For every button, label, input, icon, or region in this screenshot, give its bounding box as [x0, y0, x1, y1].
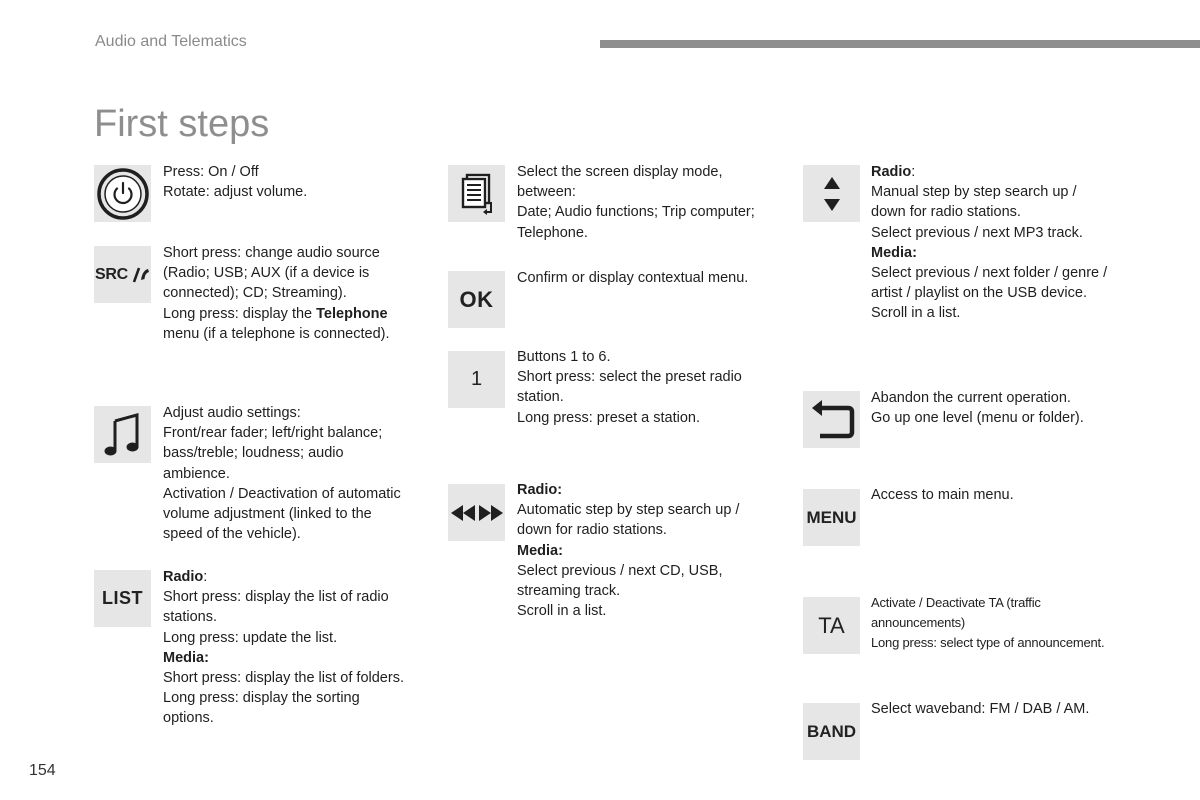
text-line: artist / playlist on the USB device.	[871, 285, 1087, 302]
text-line: Short press: display the list of folders.	[163, 670, 404, 687]
text-line: bass/treble; loudness; audio	[163, 445, 344, 462]
text-line: Abandon the current operation.	[871, 390, 1071, 406]
ok-label: OK	[459, 286, 494, 312]
text-line: Scroll in a list.	[871, 305, 961, 322]
radio-heading: Radio	[871, 164, 912, 180]
text-line: Long press: display the sorting	[163, 690, 360, 707]
ok-key	[448, 271, 505, 328]
ta-key	[803, 597, 860, 654]
text-line: menu (if a telephone is connected).	[163, 325, 390, 342]
text-fragment: :	[203, 569, 208, 585]
ta-description	[871, 593, 1104, 654]
text-line: Buttons 1 to 6.	[517, 349, 611, 365]
text-line: Scroll in a list.	[517, 603, 607, 620]
text-line: ambience.	[163, 465, 230, 482]
seek-key	[448, 484, 505, 541]
seek-arrows-icon	[449, 503, 505, 523]
page-title: First steps	[94, 103, 270, 146]
seek-description	[517, 480, 739, 621]
band-description	[871, 699, 1089, 719]
text-line: Long press: preset a station.	[517, 409, 700, 426]
src-label: SRC	[95, 265, 128, 283]
text-line: Select the screen display mode,	[517, 164, 723, 180]
menu-description	[871, 485, 1014, 505]
up-down-description	[871, 162, 1107, 324]
media-heading: Media:	[517, 542, 563, 559]
text-line: between:	[517, 184, 576, 201]
back-key	[803, 391, 860, 448]
text-line: down for radio stations.	[517, 522, 667, 539]
radio-heading: Radio:	[517, 482, 563, 498]
audio-settings-description	[163, 403, 401, 544]
power-description	[163, 162, 307, 202]
src-description	[163, 243, 390, 344]
back-description	[871, 388, 1084, 428]
media-heading: Media:	[871, 244, 917, 261]
text-line: Long press: select type of announcement.	[871, 635, 1105, 651]
text-line: Short press: select the preset radio	[517, 369, 742, 386]
text-line: Press: On / Off	[163, 164, 259, 180]
text-line: Access to main menu.	[871, 487, 1014, 503]
text-line: Activation / Deactivation of automatic	[163, 485, 401, 502]
src-key	[94, 246, 151, 303]
text-line: Select previous / next folder / genre /	[871, 265, 1108, 282]
text-line: Adjust audio settings:	[163, 405, 301, 421]
power-key	[94, 165, 151, 222]
text-line: Go up one level (menu or folder).	[871, 410, 1084, 427]
menu-label: MENU	[806, 507, 857, 527]
power-icon	[96, 167, 150, 221]
audio-settings-key	[94, 406, 151, 463]
text-line: Long press: update the list.	[163, 629, 338, 646]
telephone-term: Telephone	[316, 305, 388, 322]
text-line: Short press: change audio source	[163, 245, 380, 261]
list-label: LIST	[102, 588, 143, 608]
text-line: Confirm or display contextual menu.	[517, 270, 749, 286]
text-line: (Radio; USB; AUX (if a device is	[163, 265, 370, 282]
text-line: Short press: display the list of radio	[163, 589, 389, 606]
text-line: Select previous / next CD, USB,	[517, 562, 723, 579]
list-key	[94, 570, 151, 627]
menu-key	[803, 489, 860, 546]
preset-key	[448, 351, 505, 408]
radio-heading: Radio	[163, 569, 204, 585]
text-line	[163, 567, 404, 587]
text-line: Telephone.	[517, 224, 588, 241]
display-mode-key	[448, 165, 505, 222]
text-line: Rotate: adjust volume.	[163, 184, 308, 201]
text-line: connected); CD; Streaming).	[163, 285, 347, 302]
preset-label: 1	[470, 368, 483, 390]
up-down-arrows-icon	[820, 174, 844, 214]
page-number: 154	[29, 762, 56, 779]
media-heading: Media:	[163, 649, 209, 666]
text-line: down for radio stations.	[871, 204, 1021, 221]
text-line: speed of the vehicle).	[163, 526, 301, 543]
back-arrow-icon	[808, 398, 856, 442]
preset-description	[517, 347, 742, 428]
list-description	[163, 567, 404, 729]
text-line	[163, 304, 390, 324]
up-down-key	[803, 165, 860, 222]
band-label: BAND	[806, 721, 857, 741]
display-mode-description	[517, 162, 755, 243]
text-line: Manual step by step search up /	[871, 184, 1077, 201]
ta-label: TA	[818, 612, 845, 638]
text-line: Automatic step by step search up /	[517, 502, 740, 519]
text-line: Activate / Deactivate TA (traffic	[871, 595, 1041, 610]
text-line: Select waveband: FM / DAB / AM.	[871, 701, 1090, 717]
header-bar	[600, 40, 1200, 48]
band-key	[803, 703, 860, 760]
text-line: station.	[517, 389, 564, 406]
text-line: announcements)	[871, 615, 966, 631]
text-line	[871, 162, 1107, 182]
phone-icon	[130, 266, 150, 284]
text-line: stations.	[163, 609, 217, 626]
text-line: streaming track.	[517, 583, 621, 600]
text-line: volume adjustment (linked to the	[163, 506, 372, 523]
text-line: options.	[163, 710, 214, 727]
music-note-icon	[103, 411, 143, 459]
text-line: Date; Audio functions; Trip computer;	[517, 204, 755, 221]
display-mode-icon	[457, 172, 497, 216]
section-title: Audio and Telematics	[95, 33, 247, 50]
text-line: Select previous / next MP3 track.	[871, 224, 1083, 241]
text-fragment: :	[911, 164, 916, 180]
text-line: Front/rear fader; left/right balance;	[163, 425, 383, 442]
text-fragment: Long press: display the	[163, 305, 317, 322]
ok-description	[517, 268, 748, 288]
